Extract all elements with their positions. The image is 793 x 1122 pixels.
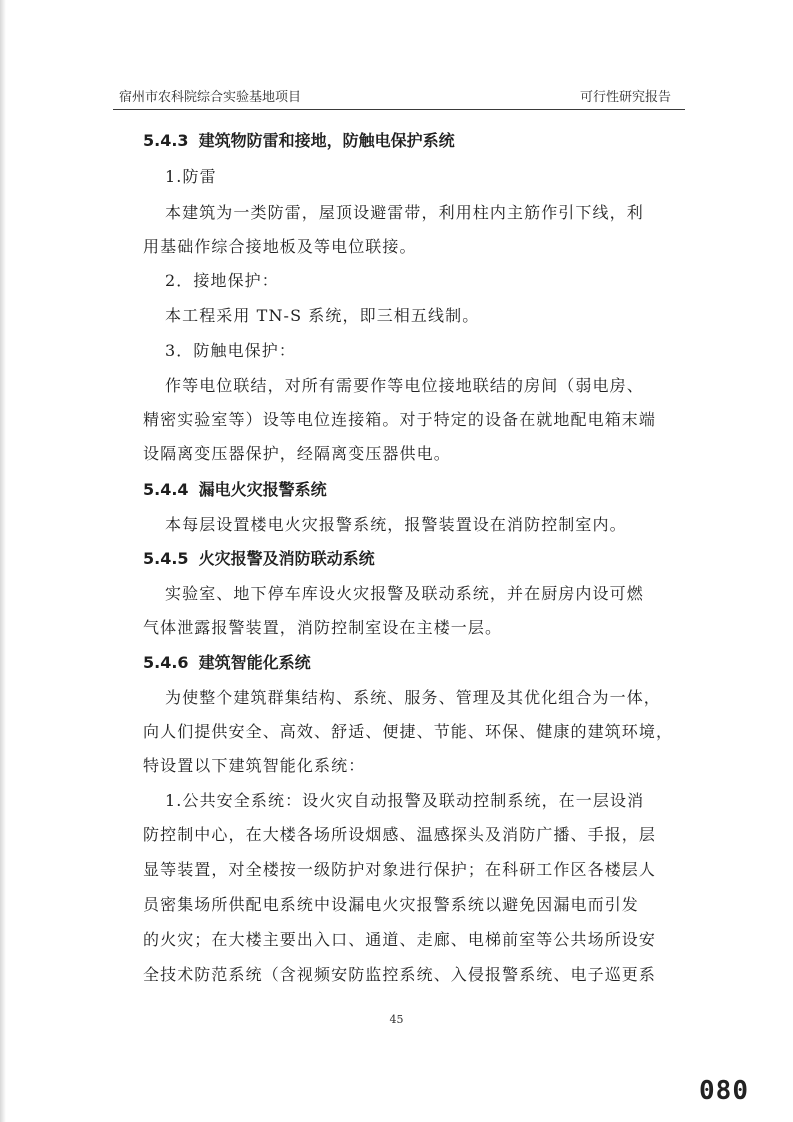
paragraph-line: 员密集场所供配电系统中设漏电火灾报警系统以避免因漏电而引发 xyxy=(143,895,639,914)
running-header xyxy=(113,82,685,106)
header-rule xyxy=(113,109,685,110)
paragraph-line: 作等电位联结，对所有需要作等电位接地联结的房间（弱电房、 xyxy=(165,376,644,395)
page-number: 45 xyxy=(389,1013,404,1026)
item-title-grounding: 2．接地保护： xyxy=(165,271,279,290)
paragraph-line: 本每层设置楼电火灾报警系统，报警装置设在消防控制室内。 xyxy=(165,515,627,534)
section-number: 5.4.4 xyxy=(143,480,189,499)
header-report-type: 可行性研究报告 xyxy=(579,90,671,105)
section-number: 5.4.6 xyxy=(143,653,189,672)
paragraph-line: 本建筑为一类防雷，屋顶设避雷带，利用柱内主筋作引下线，利 xyxy=(165,203,644,222)
item-title-lightning: 1.防雷 xyxy=(165,167,217,186)
section-number: 5.4.3 xyxy=(143,131,189,150)
paragraph-line: 显等装置，对全楼按一级防护对象进行保护；在科研工作区各楼层人 xyxy=(143,860,657,879)
section-heading-5-4-3 xyxy=(143,128,455,151)
item-title-shock-protection: 3．防触电保护： xyxy=(165,341,296,360)
paragraph-line: 的火灾；在大楼主要出入口、通道、走廊、电梯前室等公共场所设安 xyxy=(143,930,657,949)
paragraph-line: 设隔离变压器保护，经隔离变压器供电。 xyxy=(143,444,451,463)
paragraph-line: 1.公共安全系统：设火灾自动报警及联动控制系统，在一层设消 xyxy=(165,791,645,810)
section-title: 建筑物防雷和接地，防触电保护系统 xyxy=(198,131,455,150)
scan-edge-shadow xyxy=(0,0,6,1122)
paragraph-line: 向人们提供安全、高效、舒适、便捷、节能、环保、健康的建筑环境， xyxy=(143,722,674,741)
paragraph-line: 用基础作综合接地板及等电位联接。 xyxy=(143,237,417,256)
section-heading-5-4-5 xyxy=(143,546,375,569)
stamp-number: 080 xyxy=(699,1076,749,1106)
section-heading-5-4-4 xyxy=(143,477,327,500)
paragraph-line: 气体泄露报警装置，消防控制室设在主楼一层。 xyxy=(143,618,503,637)
section-title: 建筑智能化系统 xyxy=(198,653,311,672)
paragraph-line: 本工程采用 TN-S 系统，即三相五线制。 xyxy=(165,306,480,325)
header-project-title: 宿州市农科院综合实验基地项目 xyxy=(119,90,302,105)
paragraph-line: 防控制中心，在大楼各场所设烟感、温感探头及消防广播、手报，层 xyxy=(143,825,657,844)
paragraph-line: 实验室、地下停车库设火灾报警及联动系统，并在厨房内设可燃 xyxy=(165,584,644,603)
section-title: 漏电火灾报警系统 xyxy=(198,480,327,499)
section-title: 火灾报警及消防联动系统 xyxy=(198,549,375,568)
section-number: 5.4.5 xyxy=(143,549,189,568)
paragraph-line: 特设置以下建筑智能化系统： xyxy=(143,756,366,775)
paragraph-line: 为使整个建筑群集结构、系统、服务、管理及其优化组合为一体， xyxy=(165,688,661,707)
paragraph-line: 精密实验室等）设等电位连接箱。对于特定的设备在就地配电箱末端 xyxy=(143,410,657,429)
section-heading-5-4-6 xyxy=(143,650,311,673)
paragraph-line: 全技术防范系统（含视频安防监控系统、入侵报警系统、电子巡更系 xyxy=(143,965,657,984)
